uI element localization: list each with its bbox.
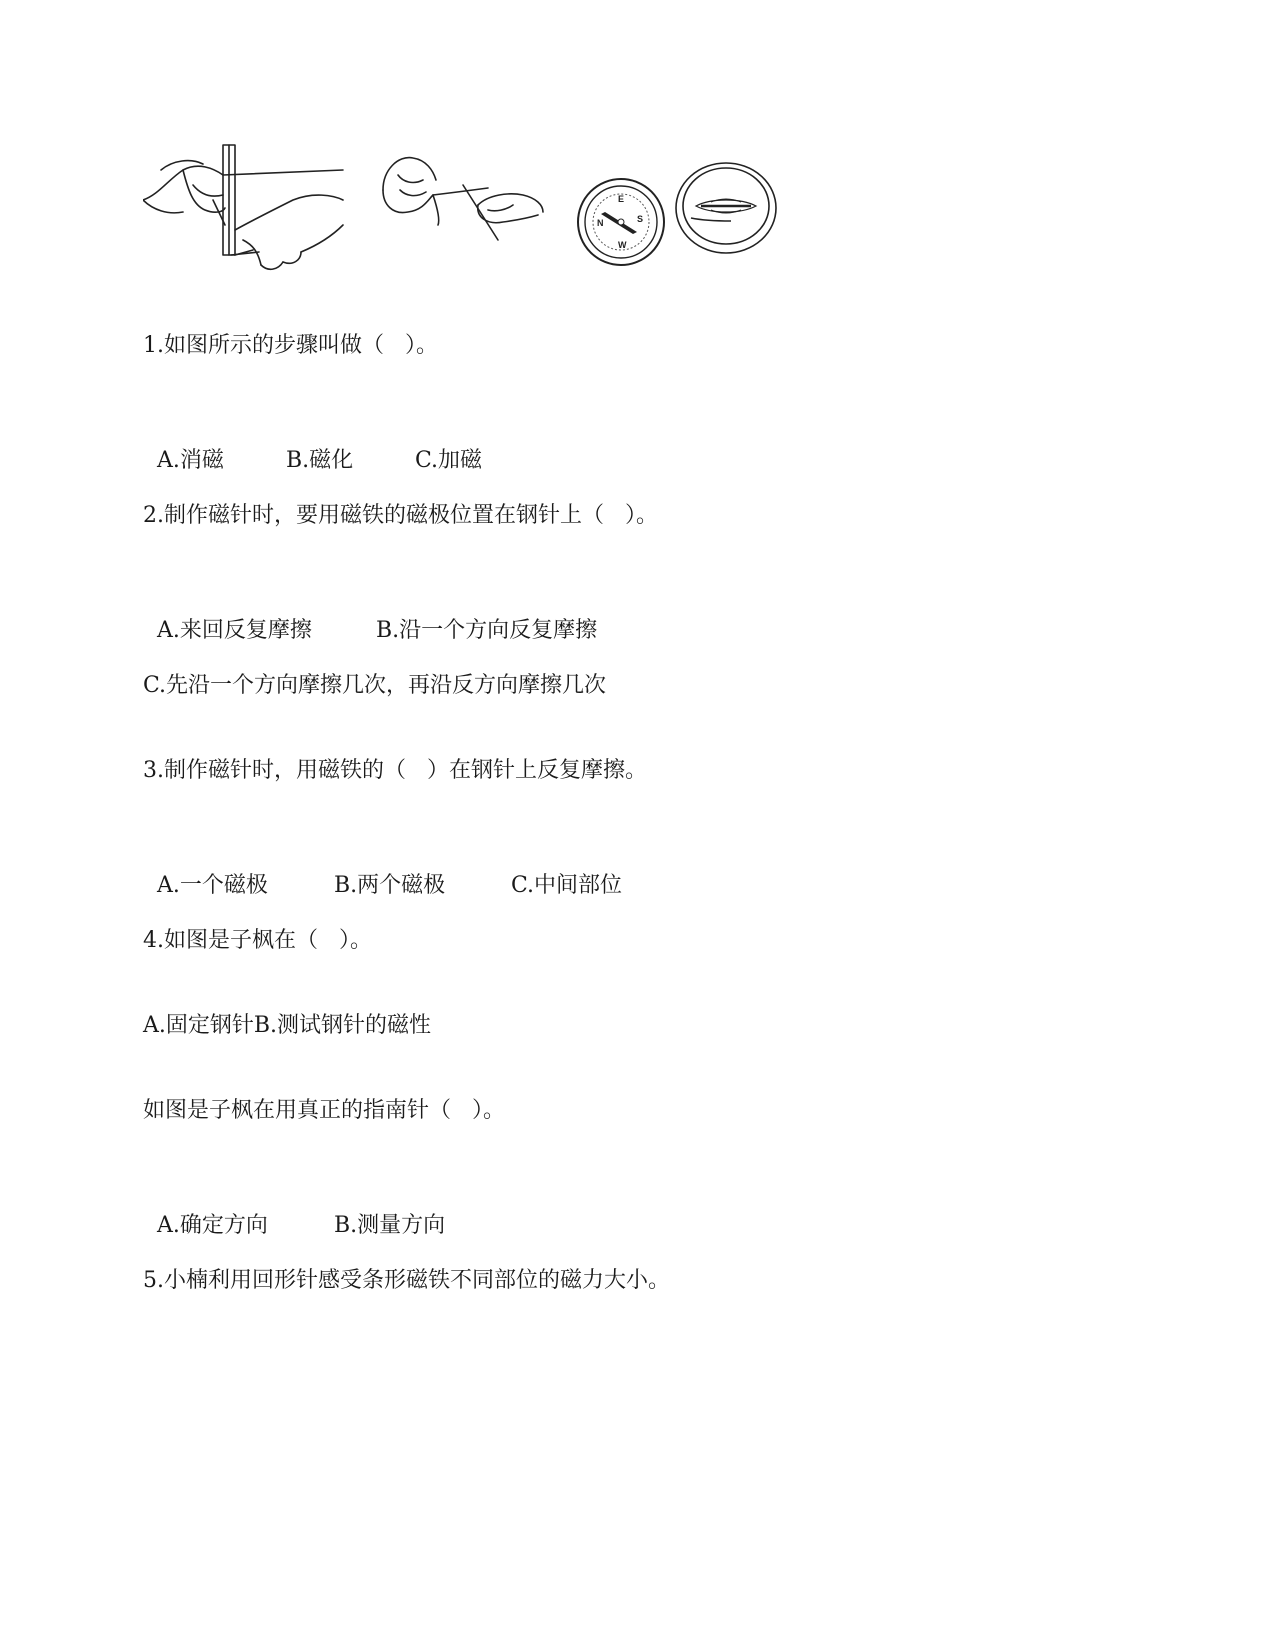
- question-3-stem: 3.制作磁针时，用磁铁的（ ）在钢针上反复摩擦。: [143, 758, 647, 783]
- question-2-option-b[interactable]: B.沿一个方向反复摩擦: [376, 618, 598, 643]
- compass-letter-n: N: [597, 218, 604, 228]
- question-3-option-a[interactable]: A.一个磁极: [157, 873, 268, 898]
- compass-letter-e: E: [618, 194, 625, 204]
- question-1-option-c[interactable]: C.加磁: [415, 448, 483, 473]
- question-4-sub-stem: 如图是子枫在用真正的指南针（ ）。: [143, 1098, 505, 1123]
- question-4-sub-option-b[interactable]: B.测量方向: [334, 1213, 446, 1238]
- question-4-sub-option-a[interactable]: A.确定方向: [157, 1213, 268, 1238]
- question-1-option-a[interactable]: A.消磁: [157, 448, 224, 473]
- illustration-strip: [143, 140, 793, 290]
- question-4-sub-options: [143, 1181, 445, 1241]
- needle-thread-illustration: [378, 150, 548, 260]
- question-3-options: [143, 841, 622, 901]
- compass-illustration: [575, 176, 667, 268]
- question-2-option-c[interactable]: C.先沿一个方向摩擦几次，再沿反方向摩擦几次: [143, 673, 607, 698]
- question-3-option-c[interactable]: C.中间部位: [511, 873, 623, 898]
- question-1-stem: 1.如图所示的步骤叫做（ ）。: [143, 333, 438, 358]
- question-2-options: [143, 586, 597, 646]
- question-1-options: [143, 416, 482, 476]
- question-2-stem: 2.制作磁针时，要用磁铁的磁极位置在钢针上（ ）。: [143, 503, 658, 528]
- water-bowl-needle-illustration: [671, 158, 781, 258]
- magnetizing-needle-illustration: [143, 140, 353, 285]
- question-5-stem: 5.小楠利用回形针感受条形磁铁不同部位的磁力大小。: [143, 1268, 670, 1293]
- question-4-options[interactable]: A.固定钢针B.测试钢针的磁性: [143, 1013, 432, 1038]
- question-3-option-b[interactable]: B.两个磁极: [334, 873, 446, 898]
- compass-letter-s: S: [637, 214, 644, 224]
- question-1-option-b[interactable]: B.磁化: [286, 448, 354, 473]
- question-4-stem: 4.如图是子枫在（ ）。: [143, 928, 372, 953]
- question-2-option-a[interactable]: A.来回反复摩擦: [157, 618, 312, 643]
- compass-letter-w: W: [618, 240, 627, 250]
